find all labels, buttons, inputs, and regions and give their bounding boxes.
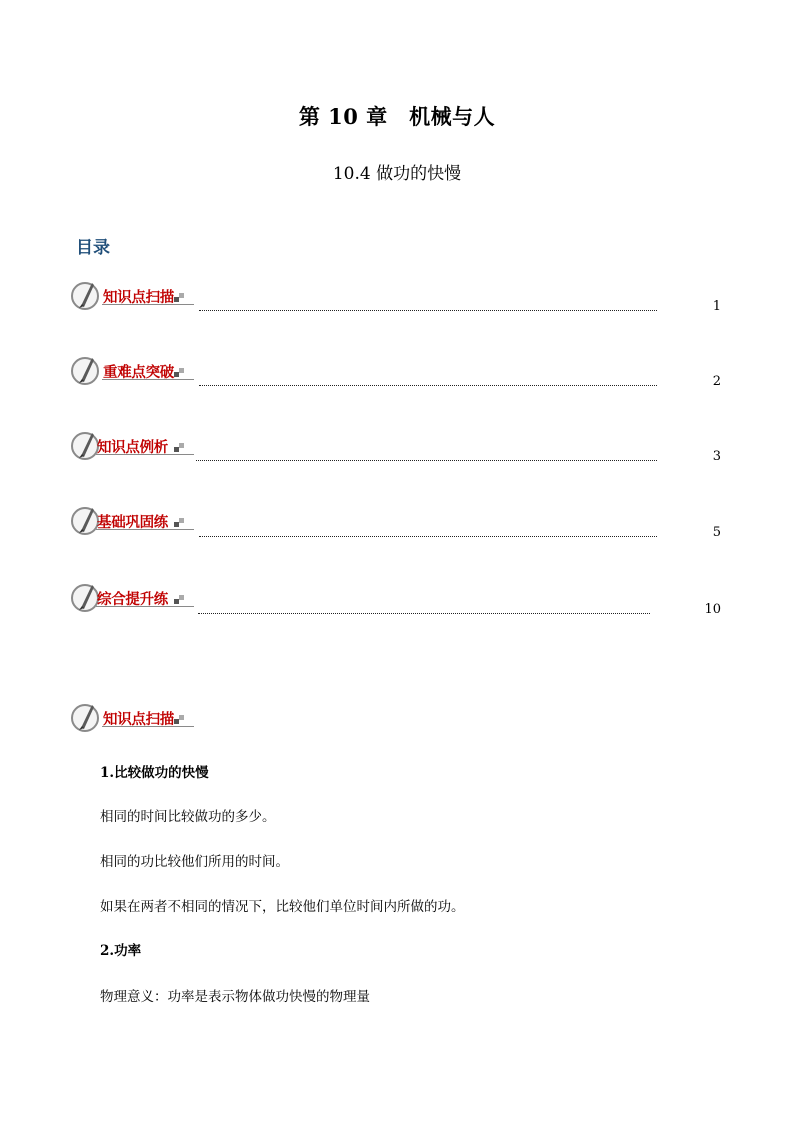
- quill-icon: [70, 279, 104, 313]
- toc-leader: [198, 613, 650, 614]
- quill-icon: [70, 701, 104, 735]
- section-badge-label: 知识点扫描: [103, 711, 174, 728]
- toc-badge-comprehensive-practice[interactable]: [70, 581, 194, 615]
- quill-icon: [70, 354, 104, 388]
- toc-leader: [199, 310, 657, 311]
- badge-square-icon: [179, 595, 184, 600]
- section-badge-knowledge-scan: [70, 701, 194, 735]
- toc-badge-basic-practice[interactable]: [70, 504, 194, 538]
- badge-underline: [102, 304, 194, 305]
- badge-square-icon: [179, 715, 184, 720]
- content-heading-power: 2.功率: [100, 943, 142, 959]
- toc-page-number[interactable]: 2: [712, 374, 721, 389]
- badge-square-icon: [179, 293, 184, 298]
- badge-underline: [102, 379, 194, 380]
- toc-leader: [199, 536, 657, 537]
- toc-page-number[interactable]: 10: [704, 602, 721, 617]
- toc-badge-label: 重难点突破: [103, 364, 174, 381]
- toc-badge-key-points[interactable]: [70, 354, 194, 388]
- toc-leader: [199, 385, 657, 386]
- badge-square-icon: [179, 443, 184, 448]
- toc-badge-label: 知识点扫描: [103, 289, 174, 306]
- toc-badge-label: 知识点例析: [97, 439, 168, 456]
- content-paragraph: 相同的功比较他们所用的时间。: [100, 854, 289, 870]
- badge-underline: [96, 454, 194, 455]
- toc-heading: 目录: [76, 238, 110, 258]
- badge-underline: [96, 529, 194, 530]
- chapter-title: 第 10 章 机械与人: [298, 104, 496, 129]
- toc-leader: [196, 460, 657, 461]
- section-title: 10.4 做功的快慢: [332, 164, 462, 184]
- badge-underline: [96, 606, 194, 607]
- toc-badge-label: 基础巩固练: [97, 514, 168, 531]
- toc-page-number[interactable]: 1: [712, 299, 721, 314]
- content-paragraph: 物理意义：功率是表示物体做功快慢的物理量: [100, 989, 370, 1005]
- badge-square-icon: [179, 368, 184, 373]
- toc-page-number[interactable]: 5: [712, 525, 721, 540]
- content-paragraph: 如果在两者不相同的情况下，比较他们单位时间内所做的功。: [100, 899, 465, 915]
- content-heading-compare: 1.比较做功的快慢: [100, 765, 209, 781]
- badge-square-icon: [179, 518, 184, 523]
- toc-badge-label: 综合提升练: [97, 591, 168, 608]
- content-paragraph: 相同的时间比较做功的多少。: [100, 809, 276, 825]
- toc-badge-knowledge-scan[interactable]: [70, 279, 194, 313]
- toc-page-number[interactable]: 3: [712, 449, 721, 464]
- badge-underline: [102, 726, 194, 727]
- toc-badge-examples[interactable]: [70, 429, 194, 463]
